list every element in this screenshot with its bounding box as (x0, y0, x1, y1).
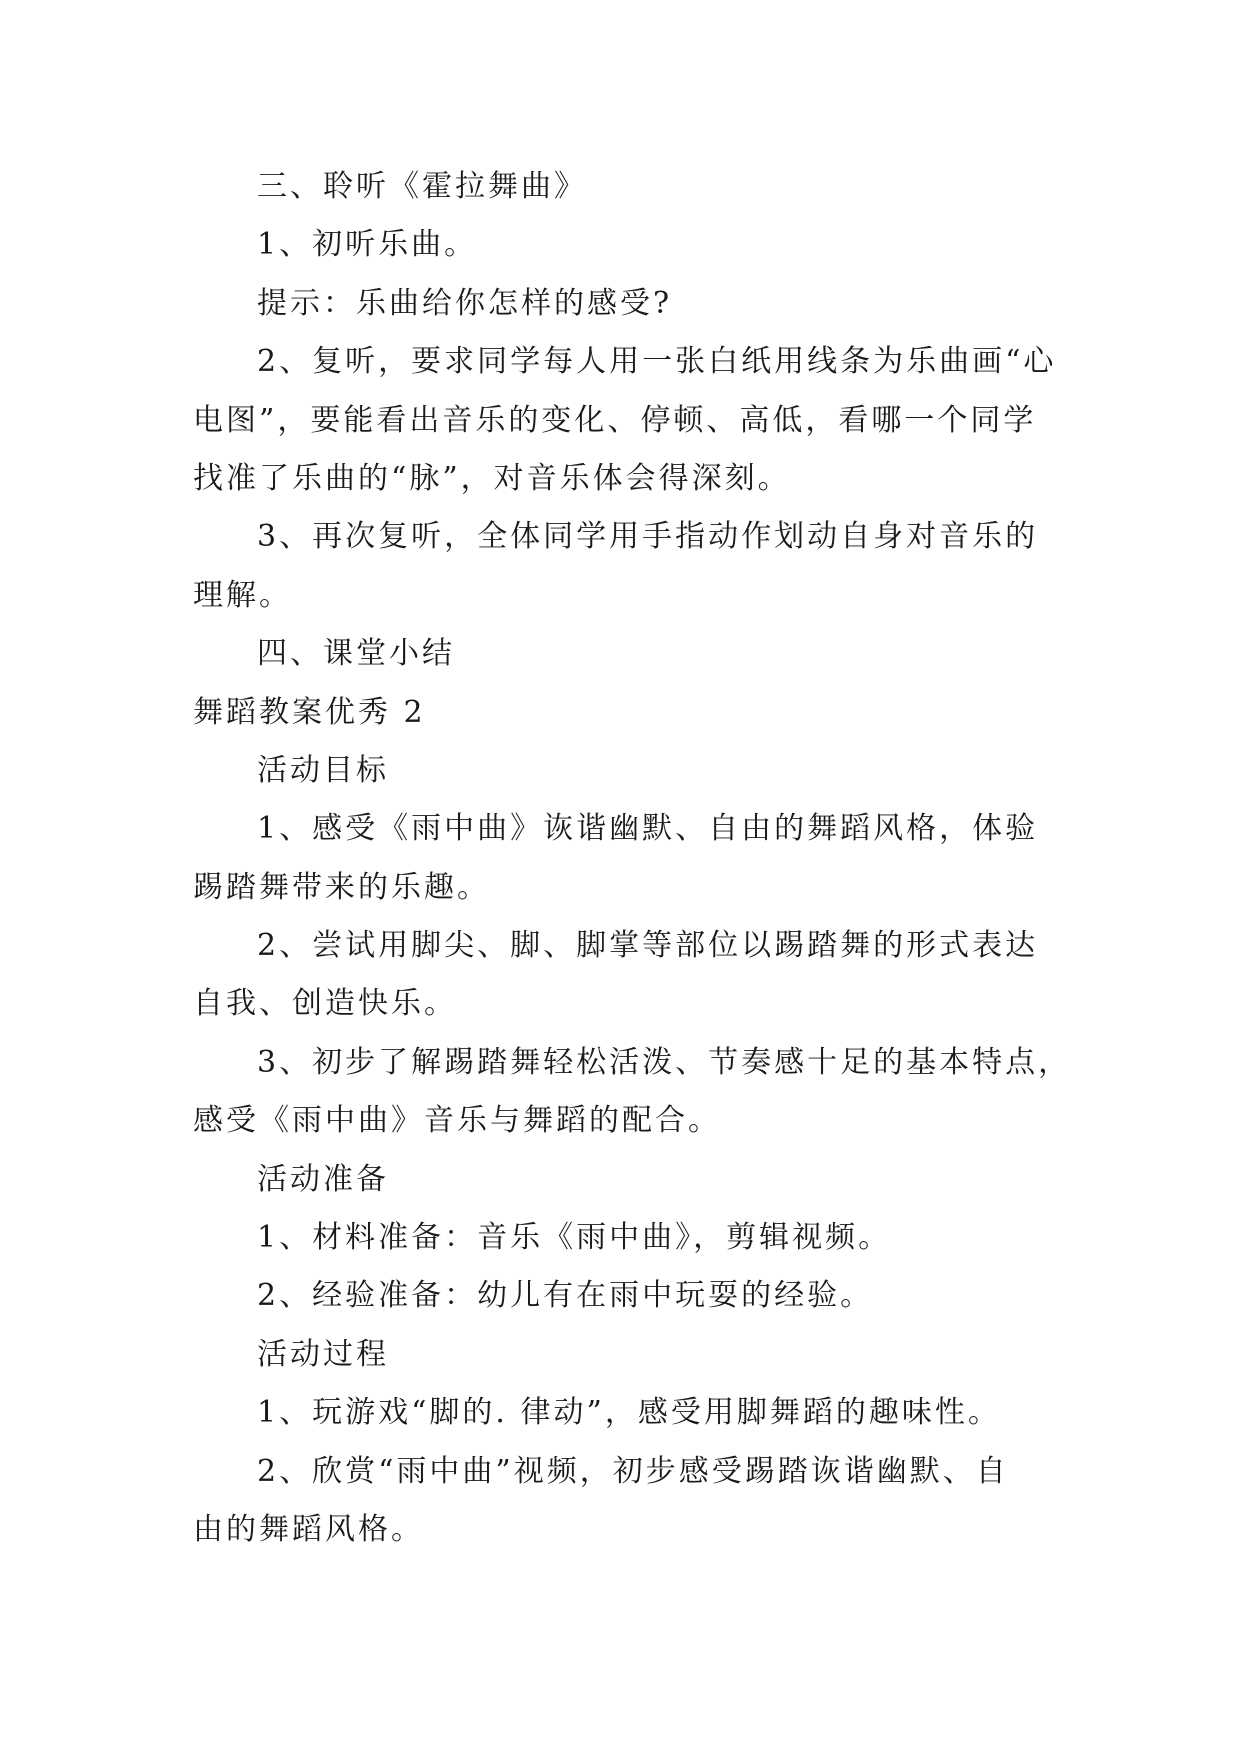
paragraph: 1、初听乐曲。 (257, 227, 478, 263)
paragraph: 2、欣赏“雨中曲”视频，初步感受踢踏诙谐幽默、自 (257, 1453, 1009, 1489)
paragraph-continuation: 找准了乐曲的“脉”，对音乐体会得深刻。 (193, 460, 791, 496)
section-heading-listening: 三、聆听《霍拉舞曲》 (257, 169, 587, 204)
paragraph: 3、初步了解踢踏舞轻松活泼、节奏感十足的基本特点， (257, 1044, 1072, 1080)
paragraph: 2、复听，要求同学每人用一张白纸用线条为乐曲画“心 (257, 344, 1057, 380)
paragraph-continuation: 自我、创造快乐。 (193, 986, 457, 1022)
paragraph-continuation: 理解。 (193, 577, 292, 613)
section-heading-process: 活动过程 (257, 1336, 389, 1372)
paragraph: 1、玩游戏“脚的. 律动”，感受用脚舞蹈的趣味性。 (257, 1395, 1001, 1431)
document-title: 舞蹈教案优秀 2 (193, 694, 426, 730)
document-body (193, 158, 1072, 1559)
paragraph-continuation: 电图”，要能看出音乐的变化、停顿、高低，看哪一个同学 (193, 402, 1037, 438)
section-heading-summary: 四、课堂小结 (257, 636, 455, 672)
paragraph-continuation: 踢踏舞带来的乐趣。 (193, 869, 490, 905)
paragraph: 1、感受《雨中曲》诙谐幽默、自由的舞蹈风格，体验 (257, 811, 1039, 847)
paragraph-continuation: 由的舞蹈风格。 (193, 1511, 424, 1547)
paragraph: 2、尝试用脚尖、脚、脚掌等部位以踢踏舞的形式表达 (257, 928, 1039, 964)
paragraph: 2、经验准备：幼儿有在雨中玩耍的经验。 (257, 1278, 874, 1314)
paragraph: 1、材料准备：音乐《雨中曲》，剪辑视频。 (257, 1220, 892, 1256)
paragraph: 提示：乐曲给你怎样的感受? (257, 285, 673, 321)
paragraph: 3、再次复听，全体同学用手指动作划动自身对音乐的 (257, 519, 1039, 555)
paragraph-continuation: 感受《雨中曲》音乐与舞蹈的配合。 (193, 1103, 721, 1139)
section-heading-preparation: 活动准备 (257, 1161, 389, 1197)
section-heading-goals: 活动目标 (257, 752, 389, 788)
